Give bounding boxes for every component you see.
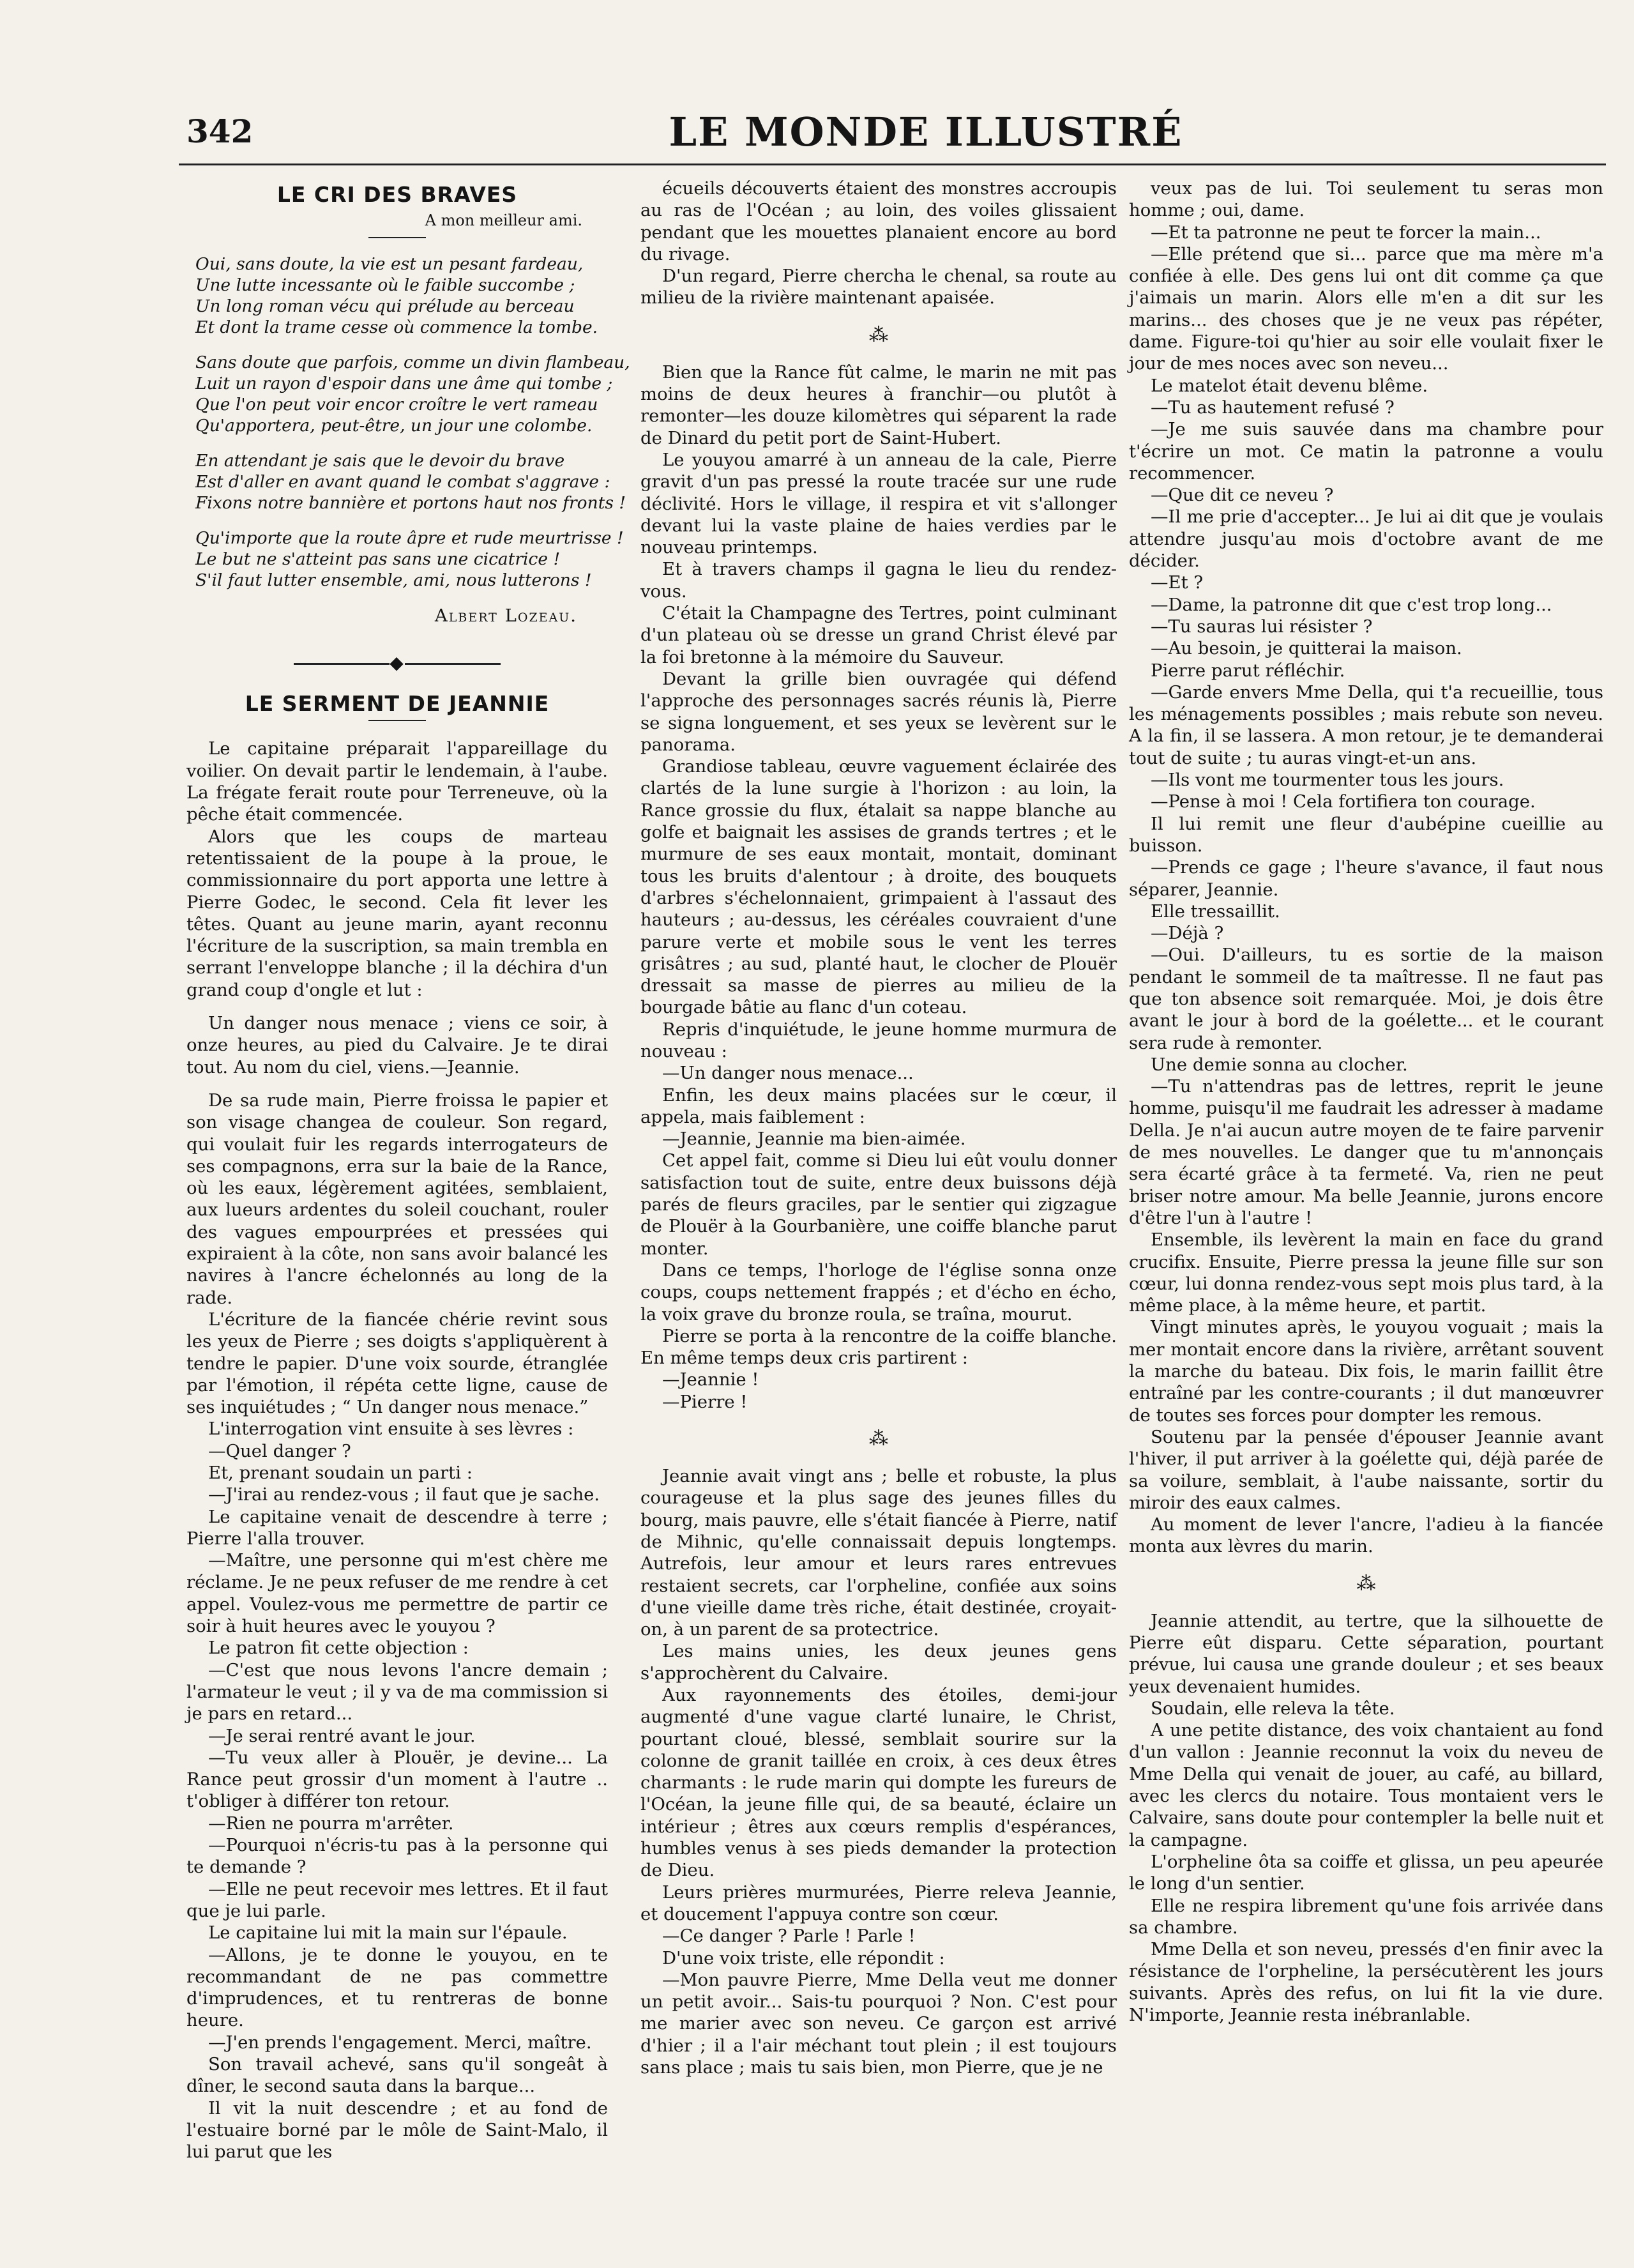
column-3: [1129, 178, 1603, 2026]
paragraph: —Elle prétend que si... parce que ma mère m'a confiée à elle. Des gens lui ont dit comme ça que j'aimais un marin. Alors elle m'en a dit sur les marins... des choses que je ne veux pas répéter, dame. Figure-toi qu'hier au soir elle voulait fixer le jour de mes noces avec son neveu...: [1129, 243, 1603, 374]
paragraph: —J'irai au rendez-vous ; il faut que je sache.: [208, 1484, 600, 1505]
story-col3b: [1129, 1610, 1603, 2027]
paragraph: —Ils vont me tourmenter tous les jours.: [1151, 770, 1504, 791]
paragraph: L'interrogation vint ensuite à ses lèvres :: [208, 1419, 574, 1440]
paragraph: —Il me prie d'accepter... Je lui ai dit que je voulais attendre jusqu'au mois d'octobre avant de me décider.: [1129, 506, 1603, 572]
paragraph: Au moment de lever l'ancre, l'adieu à la fiancée monta aux lèvres du marin.: [1129, 1514, 1603, 1557]
paragraph: —Maître, une personne qui m'est chère me réclame. Je ne peux refuser de me rendre à cet appel. Voulez-vous me permettre de partir ce soir à huit heures avec le youyou ?: [186, 1550, 608, 1637]
paragraph: —Que dit ce neveu ?: [1151, 485, 1334, 506]
poem-line: Est d'aller en avant quand le combat s'aggrave :: [195, 471, 610, 492]
paragraph: Le capitaine venait de descendre à terre ; Pierre l'alla trouver.: [186, 1506, 608, 1549]
paragraph: Le youyou amarré à un anneau de la cale, Pierre gravit d'un pas pressé la route tracée sur une rude déclivité. Hors le village, il respira et vit s'allonger devant lui la vaste plaine de haies verdies par le nouveau printemps.: [640, 449, 1117, 558]
poem-stanza: [195, 528, 624, 591]
paragraph: Aux rayonnements des étoiles, demi-jour augmenté d'une vague clarté lunaire, le Christ, pourtant cloué, blessé, semblait sourire sur la colonne de granit taillée en croix, à ces deux êtres charmants : le rude marin qui dompte les fureurs de l'Océan, la jeune fille qui, de sa beauté, éclaire un intérieur ; êtres aux cœurs remplis d'espérances, humbles venus à ses pieds demander la protection de Dieu.: [640, 1685, 1117, 1881]
paragraph: écueils découverts étaient des monstres accroupis au ras de l'Océan ; au loin, des voiles glissaient pendant que les mouettes planaient encore au bord du rivage.: [640, 178, 1117, 264]
paragraph: Elle ne respira librement qu'une fois arrivée dans sa chambre.: [1129, 1895, 1603, 1938]
poem-line: Que l'on peut voir encor croître le vert rameau: [195, 394, 598, 415]
paragraph: —Tu sauras lui résister ?: [1151, 616, 1373, 637]
poem-line: Qu'apportera, peut-être, un jour une colombe.: [195, 415, 593, 436]
paragraph: —Pierre !: [662, 1391, 748, 1412]
paragraph: —J'en prends l'engagement. Merci, maître.: [208, 2032, 592, 2053]
paragraph: Leurs prières murmurées, Pierre releva Jeannie, et doucement l'appuya contre son cœur.: [640, 1882, 1117, 1924]
poem-line: Oui, sans doute, la vie est un pesant fardeau,: [195, 254, 584, 274]
paragraph: —Elle ne peut recevoir mes lettres. Et il faut que je lui parle.: [186, 1878, 608, 1921]
paragraph: Les mains unies, les deux jeunes gens s'approchèrent du Calvaire.: [640, 1641, 1117, 1684]
paragraph: Devant la grille bien ouvragée qui défend l'approche des personnages sacrés réunis là, Pierre se signa longuement, et ses yeux se levèrent sur le panorama.: [640, 668, 1117, 755]
paragraph: Bien que la Rance fût calme, le marin ne mit pas moins de deux heures à franchir—ou plutôt à remonter—les douze kilomètres qui séparent la rade de Dinard du petit port de Saint-Hubert.: [640, 362, 1117, 448]
paragraph: Vingt minutes après, le youyou voguait ; mais la mer montait encore dans la rivière, arrêtant souvent la marche du bateau. Dix fois, le marin faillit être entraîné par les contre-courants ; il dut manœuvrer de toutes ses forces pour dompter les remous.: [1129, 1317, 1603, 1426]
paragraph: Ensemble, ils levèrent la main en face du grand crucifix. Ensuite, Pierre pressa la jeune fille sur son cœur, lui donna rendez-vous sept mois plus tard, à la même place, à la même heure, et partit.: [1129, 1229, 1603, 1316]
paragraph: Un danger nous menace ; viens ce soir, à onze heures, au pied du Calvaire. Je te dirai tout. Au nom du ciel, viens.—Jeannie.: [186, 1013, 608, 1077]
poem-line: Fixons notre bannière et portons haut nos fronts !: [195, 492, 626, 513]
paragraph: Alors que les coups de marteau retentissaient de la poupe à la proue, le commissionnaire du port apporta une lettre à Pierre Godec, le second. Cela fit lever les têtes. Quant au jeune marin, ayant reconnu l'écriture de la suscription, sa main trembla en serrant l'enveloppe blanche ; il la déchira d'un grand coup d'ongle et lut :: [186, 826, 608, 1000]
paragraph: Son travail achevé, sans qu'il songeât à dîner, le second sauta dans la barque...: [186, 2054, 608, 2097]
paragraph: C'était la Champagne des Tertres, point culminant d'un plateau où se dresse un grand Christ élevé par la foi bretonne à la mémoire du Sauveur.: [640, 603, 1117, 667]
paragraph: —Tu as hautement refusé ?: [1151, 397, 1395, 418]
paragraph: D'une voix triste, elle répondit :: [662, 1947, 945, 1968]
poem-body: [195, 254, 630, 591]
paragraph: Grandiose tableau, œuvre vaguement éclairée des clartés de la lune surgie à l'horizon : au loin, la Rance grossie du flux, étalait sa nappe blanche au golfe et baignait les assises de grands tertres ; et le murmure de ses eaux montait, montait, dominant tous les bruits d'alentour ; à droite, des bouquets d'arbres s'échelonnaient, grimpaient à l'assaut des hauteurs ; au-dessus, les céréales couvraient d'une parure verte et mobile sous le vent les terres grisâtres ; au sud, planté haut, le clocher de Plouër dressait sa masse de pierres au milieu de la bourgade bâtie au flanc d'un coteau.: [640, 756, 1117, 1018]
story-title: LE SERMENT DE JEANNIE: [245, 691, 550, 717]
section-stars: ⁂: [869, 323, 888, 346]
paragraph: —Rien ne pourra m'arrêter.: [208, 1813, 454, 1834]
poem-line: Un long roman vécu qui prélude au berceau: [195, 296, 575, 316]
paragraph: Cet appel fait, comme si Dieu lui eût voulu donner satisfaction tout de suite, entre deux buissons déjà parés de fleurs graciles, par le sentier qui zigzague de Plouër à la Gourbanière, une coiffe blanche parut monter.: [640, 1150, 1117, 1259]
paragraph: —Mon pauvre Pierre, Mme Della veut me donner un petit avoir... Sais-tu pourquoi ? Non. C'est pour me marier avec son neveu. Ce garçon est arrivé d'hier ; il a l'air méchant tout plein ; il est toujours sans place ; mais tu sais bien, mon Pierre, que je ne: [640, 1969, 1117, 2078]
paragraph: Et à travers champs il gagna le lieu du rendez-vous.: [640, 559, 1117, 602]
paragraph: Et, prenant soudain un parti :: [208, 1462, 473, 1483]
paragraph: —Dame, la patronne dit que c'est trop long...: [1151, 594, 1552, 615]
paragraph: —Pourquoi n'écris-tu pas à la personne qui te demande ?: [186, 1835, 608, 1878]
poem-line: S'il faut lutter ensemble, ami, nous lutterons !: [195, 570, 592, 590]
section-stars: ⁂: [869, 1427, 888, 1450]
paragraph: Jeannie avait vingt ans ; belle et robuste, la plus courageuse et la plus sage des jeunes filles du bourg, mais pauvre, elle s'était fiancée à Pierre, natif de Mihnic, qu'elle connaissait depuis longtemps. Autrefois, leur amour et leurs rares entrevues restaient secrets, car l'orpheline, confiée aux soins d'une vieille dame très riche, était destinée, croyait-on, à un parent de sa protectrice.: [640, 1466, 1117, 1640]
paragraph: Repris d'inquiétude, le jeune homme murmura de nouveau :: [640, 1019, 1117, 1062]
ornament-icon: ◆: [390, 651, 405, 673]
paragraph: Il lui remit une fleur d'aubépine cueillie au buisson.: [1129, 813, 1603, 856]
paragraph: A une petite distance, des voix chantaient au fond d'un vallon : Jeannie reconnut la voix du neveu de Mme Della qui venait de jouer, au café, au billard, avec les clercs du notaire. Tous montaient vers le Calvaire, sans doute pour contempler la belle nuit et la campagne.: [1129, 1720, 1603, 1850]
paragraph: —Au besoin, je quitterai la maison.: [1151, 638, 1462, 659]
paragraph: Le patron fit cette objection :: [208, 1638, 469, 1659]
section-stars: ⁂: [1356, 1572, 1376, 1595]
paragraph: Elle tressaillit.: [1151, 901, 1280, 922]
poem-line: Sans doute que parfois, comme un divin flambeau,: [195, 352, 630, 372]
poem-line: Le but ne s'atteint pas sans une cicatrice !: [195, 549, 561, 569]
paragraph: L'écriture de la fiancée chérie revint sous les yeux de Pierre ; ses doigts s'appliquèrent à tendre le papier. D'une voix sourde, étranglée par l'émotion, il répéta cette ligne, cause de ses inquiétudes ; “ Un danger nous menace.”: [186, 1309, 608, 1418]
story-col1: [186, 738, 608, 2163]
paragraph: —Allons, je te donne le youyou, en te recommandant de ne pas commettre d'imprudences, et tu rentreras de bonne heure.: [186, 1944, 608, 2031]
paragraph: veux pas de lui. Toi seulement tu seras mon homme ; oui, dame.: [1129, 178, 1603, 221]
column-2: [640, 178, 1117, 2078]
paragraph: —Et ta patronne ne peut te forcer la main...: [1151, 222, 1541, 243]
poem-author: Albert Lozeau.: [434, 605, 577, 626]
poem-line: Et dont la trame cesse où commence la tombe.: [195, 317, 598, 337]
paragraph: —Un danger nous menace...: [662, 1063, 914, 1084]
paragraph: Une demie sonna au clocher.: [1151, 1054, 1408, 1075]
paragraph: —C'est que nous levons l'ancre demain ; l'armateur le veut ; il y va de ma commission si je pars en retard...: [186, 1659, 608, 1724]
paragraph: —Pense à moi ! Cela fortifiera ton courage.: [1151, 791, 1536, 812]
paragraph: Soutenu par la pensée d'épouser Jeannie avant l'hiver, il put arriver à la goélette qui, déjà parée de sa voilure, semblait, à l'aube naissante, sortir du miroir des eaux calmes.: [1129, 1426, 1603, 1513]
paragraph: Le capitaine préparait l'appareillage du voilier. On devait partir le lendemain, à l'aube. La frégate ferait route pour Terreneuve, où la pêche était commencée.: [186, 738, 608, 825]
paragraph: Dans ce temps, l'horloge de l'église sonna onze coups, coups nettement frappés ; et d'écho en écho, la voix grave du bronze roula, se traîna, mourut.: [640, 1260, 1117, 1325]
paragraph: —Jeannie !: [662, 1369, 759, 1390]
masthead: LE MONDE ILLUSTRÉ: [669, 109, 1183, 155]
paragraph: —Prends ce gage ; l'heure s'avance, il faut nous séparer, Jeannie.: [1129, 857, 1603, 900]
paragraph: De sa rude main, Pierre froissa le papier et son visage changea de couleur. Son regard, qui voulait fuir les regards interrogateurs de ses compagnons, erra sur la baie de la Rance, où les eaux, légèrement agitées, semblaient, aux lueurs ardentes du soleil couchant, rouler des vagues empourprées et pressées qui expiraient à la côte, non sans avoir balancé les navires à l'ancre échelonnés au long de la rade.: [186, 1090, 608, 1308]
poem-stanza: [195, 450, 626, 514]
paragraph: —Je serai rentré avant le jour.: [208, 1725, 476, 1746]
poem-stanza: [195, 352, 630, 436]
paragraph: Le capitaine lui mit la main sur l'épaule.: [208, 1922, 568, 1944]
poem-dedication: A mon meilleur ami.: [425, 211, 582, 230]
poem-line: Qu'importe que la route âpre et rude meurtrisse !: [195, 528, 624, 548]
paragraph: —Et ?: [1151, 572, 1204, 593]
paragraph: D'un regard, Pierre chercha le chenal, sa route au milieu de la rivière maintenant apaisée.: [640, 266, 1117, 308]
story-col2b: [640, 362, 1117, 1413]
paragraph: —Quel danger ?: [208, 1440, 351, 1461]
paragraph: Le matelot était devenu blême.: [1151, 375, 1428, 396]
paragraph: L'orpheline ôta sa coiffe et glissa, un peu apeurée le long d'un sentier.: [1129, 1851, 1603, 1894]
paragraph: Pierre parut réfléchir.: [1151, 660, 1345, 681]
paragraph: —Tu n'attendras pas de lettres, reprit le jeune homme, puisqu'il me faudrait les adresser à madame Della. Je n'ai aucun autre moyen de te faire parvenir de mes nouvelles. Le danger que tu m'annonçais sera écarté grâce à ta fermeté. Va, rien ne peut briser notre amour. Ma belle Jeannie, jurons encore d'être l'un à l'autre !: [1129, 1076, 1603, 1228]
poem-title: LE CRI DES BRAVES: [276, 182, 518, 207]
header-rule: [179, 164, 1606, 165]
story-col2a: [640, 178, 1117, 309]
story-col2c: [640, 1465, 1117, 2078]
column-1: [186, 178, 630, 2163]
paragraph: Enfin, les deux mains placées sur le cœur, il appela, mais faiblement :: [640, 1085, 1117, 1127]
story-col3a: [1129, 178, 1603, 1558]
paragraph: —Déjà ?: [1151, 923, 1224, 944]
paragraph: —Ce danger ? Parle ! Parle !: [662, 1926, 916, 1947]
ornament-divider: [186, 652, 608, 674]
paragraph: —Je me suis sauvée dans ma chambre pour t'écrire un mot. Ce matin la patronne a voulu recommencer.: [1129, 419, 1603, 483]
poem-line: En attendant je sais que le devoir du brave: [195, 450, 565, 471]
title-divider: [368, 720, 426, 721]
poem-line: Une lutte incessante où le faible succombe ;: [195, 275, 575, 295]
paragraph: Mme Della et son neveu, pressés d'en finir avec la résistance de l'orpheline, la persécutèrent les jours suivants. Après des refus, on lui fit la vie dure. N'importe, Jeannie resta inébranlable.: [1129, 1939, 1603, 2026]
paragraph: —Tu veux aller à Plouër, je devine... La Rance peut grossir d'un moment à l'autre .. t'obliger à différer ton retour.: [186, 1747, 608, 1812]
paragraph: Soudain, elle releva la tête.: [1151, 1698, 1395, 1719]
page-number: 342: [186, 112, 253, 150]
poem-stanza: [195, 254, 608, 338]
poem-line: Luit un rayon d'espoir dans une âme qui tombe ;: [195, 373, 613, 393]
paragraph: —Oui. D'ailleurs, tu es sortie de la maison pendant le sommeil de ta maîtresse. Il ne faut pas que ton absence soit remarquée. Moi, je dois être avant le jour à bord de la goélette... et le courant sera rude à remonter.: [1129, 945, 1603, 1053]
paragraph: —Jeannie, Jeannie ma bien-aimée.: [662, 1129, 966, 1150]
paragraph: Jeannie attendit, au tertre, que la silhouette de Pierre eût disparu. Cette séparation, pourtant prévue, lui causa une grande douleur ; et ses beaux yeux devenaient humides.: [1129, 1610, 1603, 1697]
paragraph: —Garde envers Mme Della, qui t'a recueillie, tous les ménagements possibles ; mais rebute son neveu. A la fin, il se lassera. A mon retour, je te demanderai tout de suite ; tu auras vingt-et-un ans.: [1129, 681, 1603, 768]
title-divider: [368, 237, 426, 238]
paragraph: Il vit la nuit descendre ; et au fond de l'estuaire borné par le môle de Saint-Malo, il lui parut que les: [186, 2097, 608, 2163]
paragraph: Pierre se porta à la rencontre de la coiffe blanche. En même temps deux cris partirent :: [640, 1325, 1117, 1369]
